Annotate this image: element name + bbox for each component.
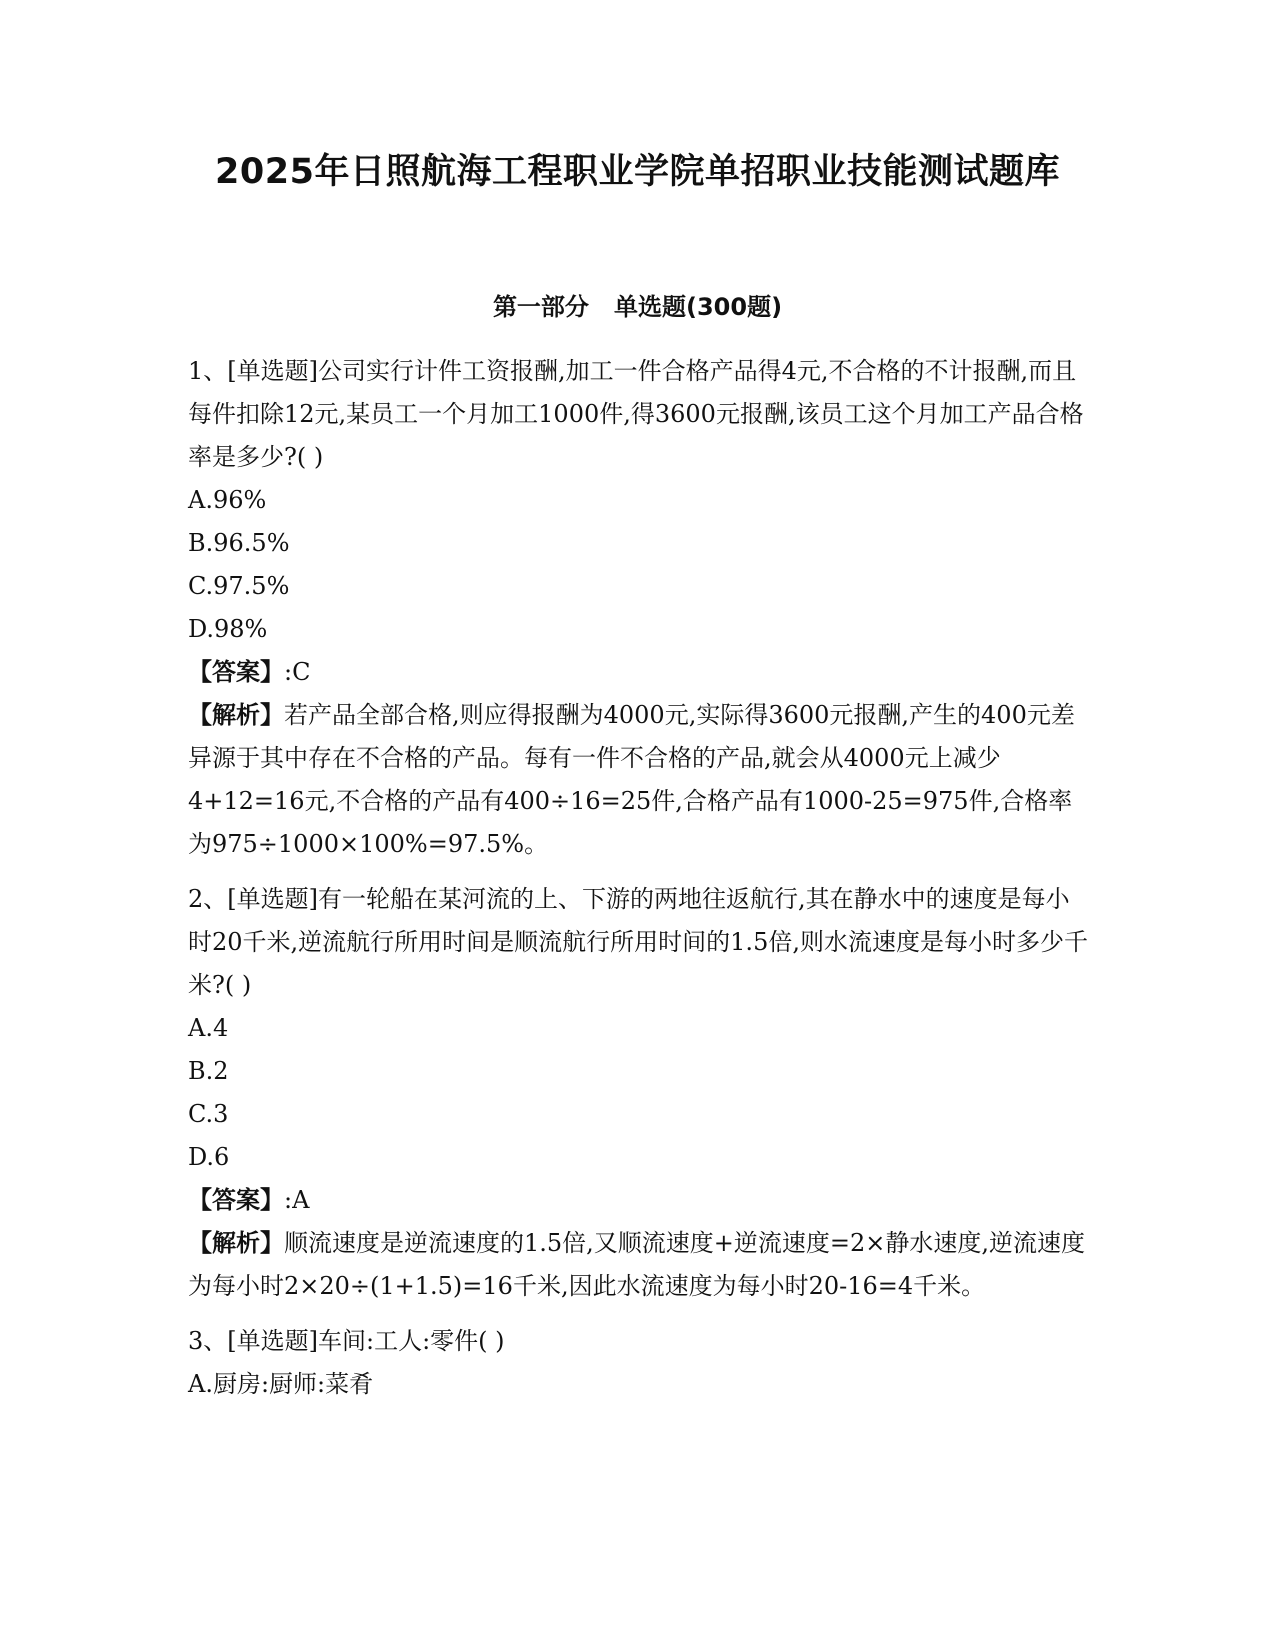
option-a: A.厨房:厨师:菜肴: [188, 1370, 374, 1398]
analysis-label: 【解析】: [188, 701, 284, 729]
option-c: C.3: [188, 1100, 229, 1128]
answer-label: 【答案】: [188, 658, 284, 686]
answer-line: [188, 1179, 1088, 1222]
answer-label: 【答案】: [188, 1186, 284, 1214]
option-d: D.98%: [188, 615, 268, 643]
question-stem: 1、[单选题]公司实行计件工资报酬,加工一件合格产品得4元,不合格的不计报酬,而且每件扣除12元,某员工一个月加工1000件,得3600元报酬,该员工这个月加工产品合格率是多少?( ): [188, 357, 1084, 471]
answer-value: :C: [284, 658, 311, 686]
answer-value: :A: [284, 1186, 310, 1214]
option-c: C.97.5%: [188, 572, 290, 600]
question-stem: 3、[单选题]车间:工人:零件( ): [188, 1327, 505, 1355]
option-d: D.6: [188, 1143, 230, 1171]
question-stem: 2、[单选题]有一轮船在某河流的上、下游的两地往返航行,其在静水中的速度是每小时20千米,逆流航行所用时间是顺流航行所用时间的1.5倍,则水流速度是每小时多少千米?( ): [188, 885, 1088, 999]
option-a: A.96%: [188, 486, 267, 514]
question-2: [188, 878, 1088, 1308]
analysis-paragraph: [188, 694, 1088, 866]
analysis-label: 【解析】: [188, 1229, 284, 1257]
document-title: 2025年日照航海工程职业学院单招职业技能测试题库: [215, 152, 1060, 192]
analysis-paragraph: [188, 1222, 1088, 1308]
option-a: A.4: [188, 1014, 229, 1042]
analysis-text: 顺流速度是逆流速度的1.5倍,又顺流速度+逆流速度=2×静水速度,逆流速度为每小时2×20÷(1+1.5)=16千米,因此水流速度为每小时20-16=4千米。: [188, 1229, 1086, 1300]
answer-line: [188, 651, 1088, 694]
section-title: 第一部分 单选题(300题): [492, 293, 783, 321]
question-1: [188, 350, 1088, 866]
option-b: B.96.5%: [188, 529, 290, 557]
option-b: B.2: [188, 1057, 229, 1085]
question-3: [188, 1320, 1088, 1406]
analysis-text: 若产品全部合格,则应得报酬为4000元,实际得3600元报酬,产生的400元差异源于其中存在不合格的产品。每有一件不合格的产品,就会从4000元上减少4+12=16元,不合格的产品有400÷16=25件,合格产品有1000-25=975件,合格率为975÷1000×100%=97.5%。: [188, 701, 1075, 858]
question-list: [188, 350, 1088, 1418]
